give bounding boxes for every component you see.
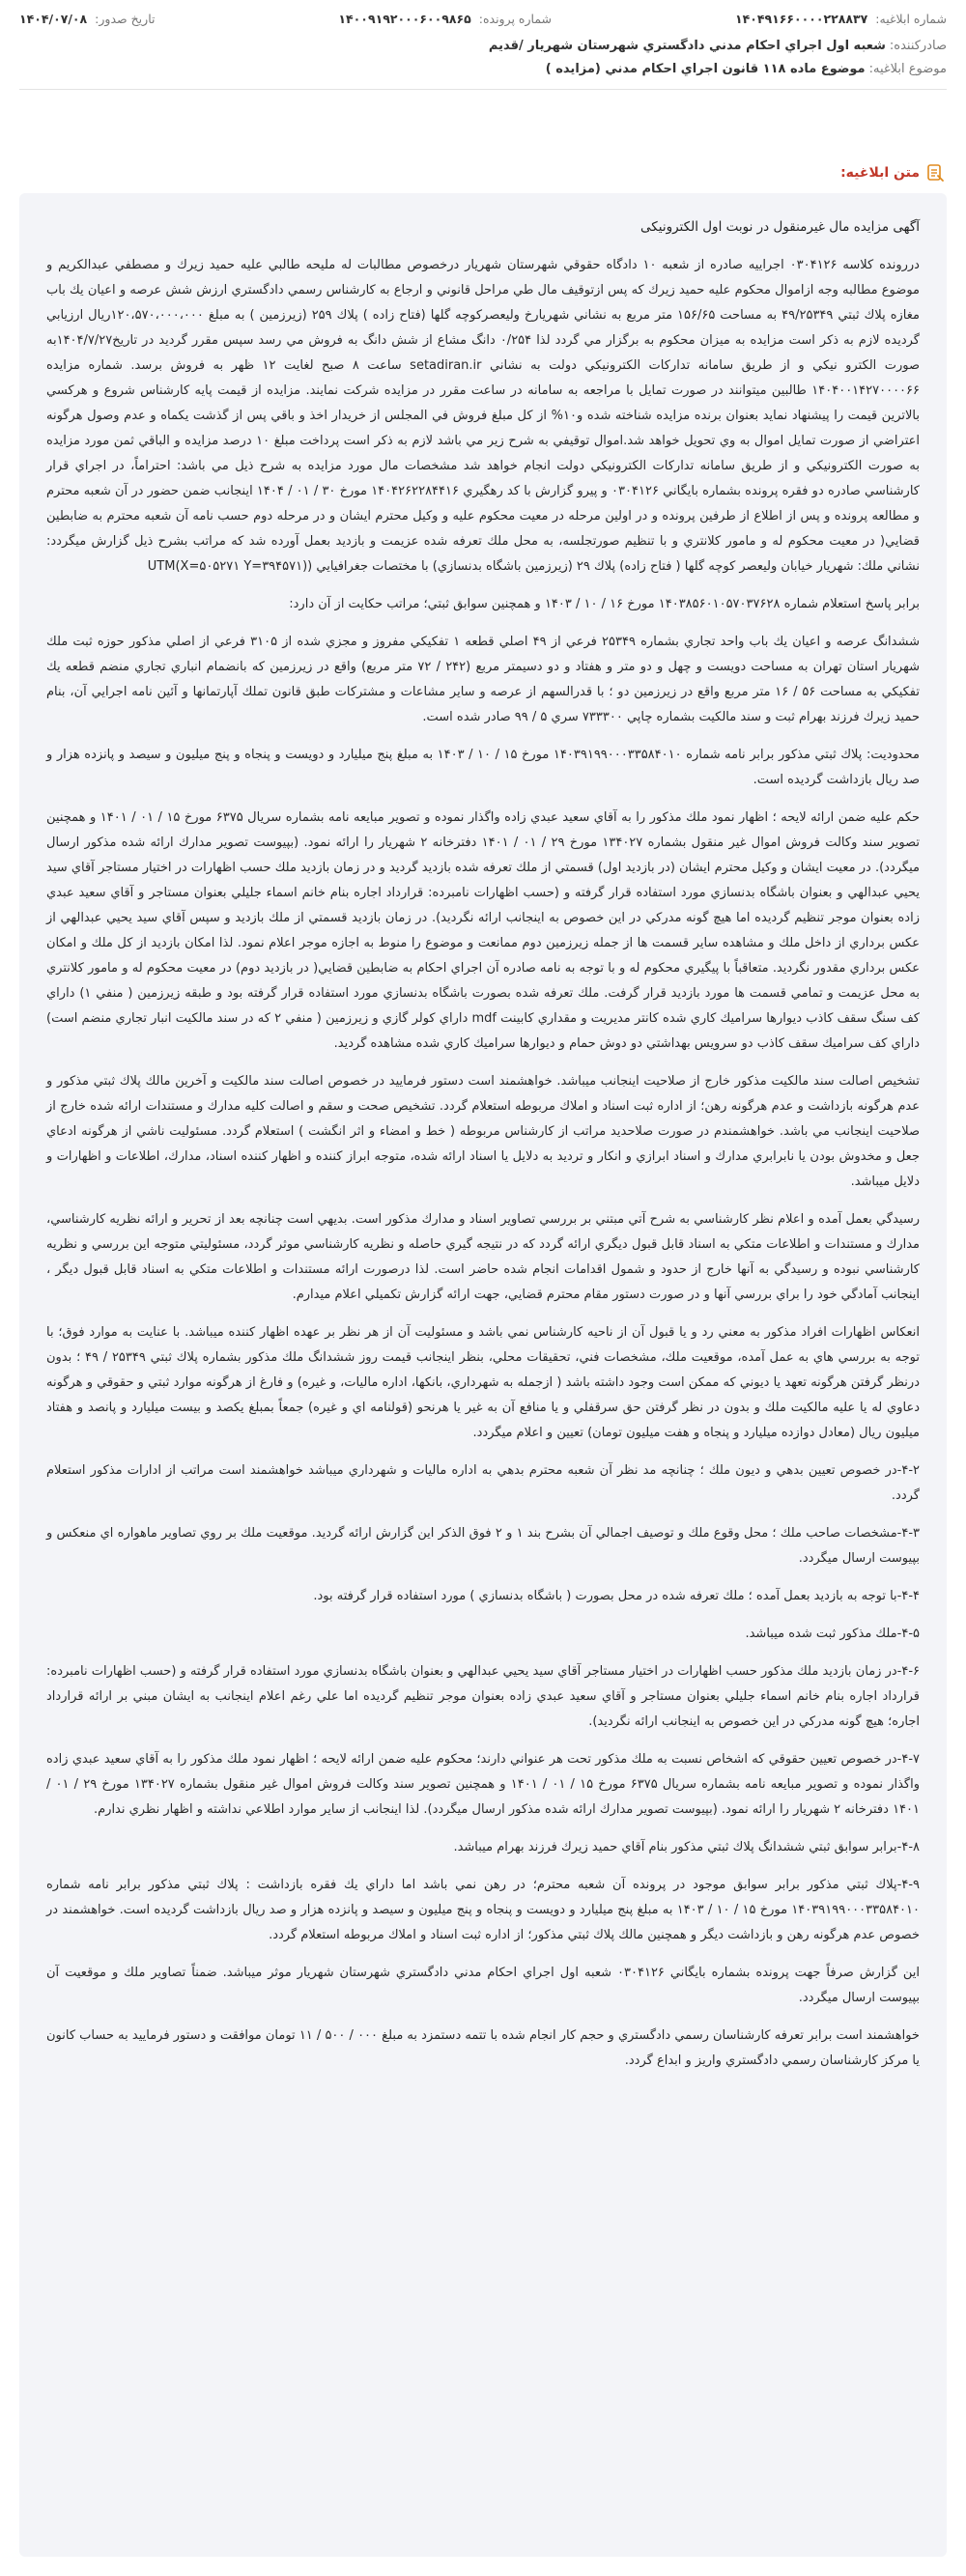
notice-paragraph: برابر پاسخ استعلام شماره ۱۴۰۳۸۵۶۰۱۰۵۷۰۳۷۶۲۸ مورخ ۱۶ / ۱۰ / ۱۴۰۳ و همچنين سوابق ثبتي؛ مراتب حكايت از آن دارد: — [289, 597, 920, 611]
notice-meta-bar — [19, 8, 947, 29]
notice-text-title: متن ابلاغیه: — [840, 165, 920, 181]
notice-paragraph: ۴-۴-با توجه به بازديد بعمل آمده ؛ ملك تعرفه شده در محل بصورت ( باشگاه بدنسازي ) مورد استفاده قرار گرفته بود. — [313, 1589, 920, 1603]
document-icon — [925, 163, 945, 183]
notice-paragraph: دررونده كلاسه ۰۳۰۴۱۲۶ اجراييه صادره از شعبه ۱۰ دادگاه حقوقي شهرستان شهريار درخصوص مطالبات له مليحه طالبي عليه حميد زيرك و مصطفي عبدالكريم و موضوع مطالبه وجه ازاموال محكوم عليه حميد زيرك كه پس ازتوقيف مال طي مراحل قانوني و ارجاع به كارشناس رسمي دادگستري ارزش شش عرصه و اعيان يك باب مغازه پلاك ثبتي ۴۹/۲۵۳۴۹ به مساحت ۱۵۶/۶۵ متر مربع به نشاني شهريارخ وليعصركوچه گلها (فتاح زاده ) پلاك ۲۵۹ (زيرزمين ) به مبلغ ۱۲۰،۵۷۰،۰۰۰،۰۰۰ريال ارزيابي گرديده لازم به ذكر است مزايده به ميزان محكوم به برگزار مي گردد لذا ۰/۲۵۴ دانگ مشاع از شش دانگ به فروش مي رسد سپس مقرر گرديد در تاريخ۱۴۰۴/۷/۲۷به صورت الكترو نيكي و از طريق سامانه تداركات الكترونيكي دولت به نشاني setadiran.ir ساعت ۸ صبح لغايت ۱۲ ظهر به فروش برسد. شماره مزايده ۱۴۰۴۰۰۱۴۲۷۰۰۰۰۶۶ طالبين ميتوانند در صورت تمايل با مراجعه به سامانه در ساعت مقرر در مزايده شركت نمايند. مزايده از قيمت پايه كارشناس شروع و هركسي بالاترين قيمت را پيشنهاد نمايد بعنوان برنده مزايده شناخته شده و۱۰% از كل مبلغ فروش في المجلس از خريدار اخذ و باقي پس از گذشت يكماه و عدم وصول هرگونه اعتراضي از صورت تمايل اموال به وي تحويل خواهد شد.اموال توقيفي به شرح زير مي باشد لازم به ذكر است پرداخت مبلغ ۱۰ درصد مزايده و الباقي ثمن مورد مزايده به صورت الكترونيكي و از طريق سامانه تداركات الكترونيكي دولت انجام خواهد شد مشخصات مال مورد مزايده به شرح ذيل مي باشد: احتراماً، در اجراي قرار كارشناسي صادره دو فقره پرونده بشماره بايگاني ۰۳۰۴۱۲۶ و پيرو گزارش با كد رهگيري ۱۴۰۴۲۶۲۲۸۴۴۱۶ مورخ ۳۰ / ۰۱ / ۱۴۰۴ اينجانب ضمن حضور در آن شعبه محترم و مطالعه پرونده و پس از اطلاع از طرفين پرونده و در اولين مرحله در معيت محكوم عليه و وكيل محترم ايشان و در مرحله دوم حسب نامه آن شعبه محترم به ضابطين قضايي( در معيت محكوم له و مامور كلانتري و با تنظيم صورتجلسه، به محل ملك تعرفه شده عزيمت و بازديد بعمل آورده شد كه مراتب بشرح ذيل گزارش ميگردد: نشاني ملك: شهريار خيابان وليعصر كوچه گلها ( فتاح زاده) پلاك ۲۹ (زيرزمين باشگاه بدنسازي) با مختصات جغرافيايي ((UTM(X=۵۰۵۲۷۱ Y=۳۹۴۵۷۱ — [46, 258, 921, 574]
notice-text-heading — [840, 162, 945, 184]
notice-paragraph: ۴-۸-برابر سوابق ثبتي ششدانگ پلاك ثبتي مذكور بنام آقاي حميد زيرك فرزند بهرام ميباشد. — [453, 1840, 920, 1854]
subject-label: موضوع ابلاغیه: — [868, 61, 947, 76]
issue-date-value: ۱۴۰۴/۰۷/۰۸ — [19, 11, 88, 26]
notice-paragraph: محدوديت: پلاك ثبتي مذكور برابر نامه شماره ۱۴۰۳۹۱۹۹۰۰۰۳۳۵۸۴۰۱۰ مورخ ۱۵ / ۱۰ / ۱۴۰۳ به مبلغ پنج ميليارد و دويست و پنجاه و پنج ميليون و سيصد و پانزده هزار و صد ريال بازداشت گرديده است. — [46, 748, 920, 787]
notice-paragraph: ۴-۳-مشخصات صاحب ملك ؛ محل وقوع ملك و توصيف اجمالي آن بشرح بند ۱ و ۲ فوق الذكر اين گزارش ارائه گرديد. موقعيت ملك بر روي تصاوير ماهواره اي منعكس و بپيوست ارسال ميگردد. — [46, 1526, 921, 1566]
case-number — [338, 12, 552, 26]
notice-paragraph: ششدانگ عرصه و اعيان يك باب واحد تجاري بشماره ۲۵۳۴۹ فرعي از ۴۹ اصلي قطعه ۱ تفكيكي مفروز و مجزي شده از ۳۱۰۵ فرعي از اصلي مذكور حوزه ثبت ملك شهريار استان تهران به مساحت دويست و چهل و دو متر و هفتاد و دو دسيمتر مربع (۲۴۲ / ۷۲ متر مربع) واقع در زيرزمين كه بانضمام انباري تجاري منضم قطعه يك تفكيكي به مساحت ۵۶ / ۱۶ متر مربع واقع در زيرزمين دو ؛ با قدرالسهم از عرصه و ساير مشاعات و مشتركات طبق قانون تملك آپارتمانها و آئين نامه اجرايي آن، بنام حميد زيرك فرزند بهرام ثبت و سند مالكيت بشماره چاپي ۷۳۳۳۰۰ سري ۵ / ۹۹ صادر شده است. — [46, 635, 920, 724]
notice-paragraph: حكم عليه ضمن ارائه لايحه ؛ اظهار نمود ملك مذكور را به آقاي سعيد عبدي زاده واگذار نموده و تصوير مبايعه نامه بشماره سريال ۶۳۷۵ مورخ ۱۵ / ۰۱ / ۱۴۰۱ و همچنين تصوير سند وكالت فروش اموال غير منقول بشماره ۱۳۴۰۲۷ مورخ ۲۹ / ۰۱ / ۱۴۰۱ دفترخانه ۲ شهريار را ارائه نمود. (بپيوست تصوير مدارك ارائه شده مذكور ارسال ميگردد). در معيت ايشان و وكيل محترم ايشان (در بازديد اول) قسمتي از ملك تعرفه شده بازديد گرديد و در زمان بازديد ملك حسب اظهارات در اختيار مستاجر آقاي سيد يحيي عبدالهي و بعنوان باشگاه بدنسازي مورد استفاده قرار گرفته و (حسب اظهارات نامبرده: قرارداد اجاره بنام خانم اسماء جليلي بعنوان مستاجر و آقاي سعيد عبدي زاده بعنوان موجر تنظيم گرديده اما هيچ گونه مدركي در اين خصوص به اينجانب ارائه نگرديد). در زمان بازديد قسمتي از ملك بازديد و سپس آقاي سيد يحيي عبدالهي از عكس برداري از داخل ملك و مشاهده ساير قسمت ها از جمله زيرزمين دوم ممانعت و موضوع را منوط به اجازه موجر اعلام نمود. لذا امكان بازديد از كل ملك و امكان عكس برداري مقدور نگرديد. متعاقباً با پيگيري محكوم له و با توجه به نامه صادره آن اجراي احكام به ضابطين قضايي( در بازديد دوم) در معيت محكوم له و مامور كلانتري به محل عزيمت و تمامي قسمت ها مورد بازديد قرار گرفت. ملك تعرفه شده بصورت باشگاه بدنسازي مورد استفاده قرار گرفته بود و طبقه زيرزمين ( منفي ۱) داراي كف سنگ سقف كاذب ديوارها سراميك كاري شده كانتر مديريت و مقداري كابينت mdf داراي كولر گازي و زيرزمين ( منفي ۲ كه در سند مالكيت انبار تجاري منضم است) داراي كف سراميك سقف كاذب دو سرويس بهداشتي دو دوش حمام و ديوارها سراميك كاري شده مشاهده گرديد. — [46, 810, 920, 1051]
case-number-value: ۱۴۰۰۹۱۹۲۰۰۰۶۰۰۹۸۶۵ — [338, 11, 471, 26]
notice-paragraph: تشخيص اصالت سند مالكيت مذكور خارج از صلاحيت اينجانب ميباشد. خواهشمند است دستور فرماييد در خصوص اصالت سند مالكيت و آخرين مالك پلاك ثبتي مذكور و عدم هرگونه بازداشت و عدم هرگونه رهن؛ از اداره ثبت اسناد و املاك مربوطه استعلام گردد. تشخيص صحت و سقم و اصالت كليه مدارك و مستندات ارائه شده خارج از صلاحيت اينجانب مي باشد. خواهشمندم در صورت صلاحديد مراتب از كارشناس مربوطه ( خط و امضاء و اثر انگشت ) استعلام گردد. مسئوليت ناشي از هرگونه ادعاي جعل و مخدوش بودن يا نابرابري مدارك و اسناد ابرازي و انكار و ترديد به دلايل يا اسناد ارائه شده، متوجه ابراز كننده و اظهار كننده اسناد، مدارك، اطلاعات و اظهارات و دلايل ميباشد. — [46, 1074, 920, 1189]
issue-date — [19, 12, 155, 26]
notice-paragraph: ۴-۷-در خصوص تعيين حقوقي كه اشخاص نسبت به ملك مذكور تحت هر عنواني دارند؛ محكوم عليه ضمن ارائه لايحه ؛ اظهار نمود ملك مذكور را به آقاي سعيد عبدي زاده واگذار نموده و تصوير مبايعه نامه بشماره سريال ۶۳۷۵ مورخ ۱۵ / ۰۱ / ۱۴۰۱ و همچنين تصوير سند وكالت فروش اموال غير منقول بشماره ۱۳۴۰۲۷ مورخ ۲۹ / ۰۱ / ۱۴۰۱ دفترخانه ۲ شهريار را ارائه نمود. (بپيوست تصوير مدارك ارائه شده مذكور ارسال ميگردد). لذا اينجانب از ساير موارد اطلاعي نداشته و اظهار نظري ندارم. — [46, 1752, 920, 1817]
notice-paragraph: ۴-۲-در خصوص تعيين بدهي و ديون ملك ؛ چنانچه مد نظر آن شعبه محترم بدهي به اداره ماليات و شهرداري ميباشد خواهشمند است مراتب از ادارات مذكور استعلام گردد. — [46, 1463, 920, 1503]
notice-paragraph: انعكاس اظهارات افراد مذكور به معني رد و يا قبول آن از ناحيه كارشناس نمي باشد و مسئوليت آن از هر نظر بر عهده اظهار كننده ميباشد. با عنايت به موارد فوق؛ با توجه به بررسي هاي به عمل آمده، موقعيت ملك، مشخصات فني، تحقيقات محلي، بنظر اينجانب قيمت روز ششدانگ ملك مذكور بشماره پلاك ثبتي ۲۵۳۴۹ / ۴۹ ؛ بدون درنظر گرفتن هرگونه تعهد يا ديوني كه ممكن است وجود داشته باشد ( ازجمله به شهرداري، بانكها، اداره ماليات، و غيره) و فارغ از هرگونه موارد ثبتي و حقوقي و هرگونه دعاوي له يا عليه مالكيت ملك و بدون در نظر گرفتن حق سرقفلي و يا منافع آن به غير يا هرنحو (قولنامه اي و غيره) جمعاً بمبلغ يكصد و بيست ميليارد و پانصد و هفتاد ميليون ريال (معادل دوازده ميليارد و پنجاه و هفت ميليون تومان) تعيين و اعلام ميگردد. — [46, 1325, 920, 1440]
case-number-label: شماره پرونده: — [478, 11, 553, 26]
header-divider — [19, 89, 947, 90]
notice-paragraph: ۴-۵-ملك مذكور ثبت شده ميباشد. — [745, 1627, 920, 1641]
notice-number — [735, 12, 947, 26]
issuer-value: شعبه اول اجراي احكام مدني دادگستري شهرستان شهريار /قديم — [488, 38, 886, 53]
notice-paragraph-title: آگهی مزایده مال غیرمنقول در نوبت اول الکترونیکی — [640, 219, 920, 235]
notice-paragraph: ۴-۶-در زمان بازديد ملك مذكور حسب اظهارات در اختيار مستاجر آقاي سيد يحيي عبدالهي و بعنوان باشگاه بدنسازي مورد استفاده قرار گرفته و (حسب اظهارات نامبرده: قرارداد اجاره بنام خانم اسماء جليلي بعنوان مستاجر و آقاي سعيد عبدي زاده بعنوان موجر تنظيم گرديده اما علي رغم اعلام اينجانب به ايشان مبني بر ارائه قرارداد اجاره؛ هيچ گونه مدركي در اين خصوص به اينجانب ارائه نگرديد). — [46, 1664, 920, 1729]
notice-paragraph: اين گزارش صرفاً جهت پرونده بشماره بايگاني ۰۳۰۴۱۲۶ شعبه اول اجراي احكام مدني دادگستري شهرستان شهريار موثر ميباشد. ضمناً تصاوير ملك و موقعيت آن بپيوست ارسال ميگردد. — [46, 1966, 920, 2005]
issuer-label: صادرکننده: — [889, 38, 947, 53]
issue-date-label: تاریخ صدور: — [95, 11, 156, 26]
notice-paragraph: ۴-۹-پلاك ثبتي مذكور برابر سوابق موجود در پرونده آن شعبه محترم؛ در رهن نمي باشد اما داراي يك فقره بازداشت : پلاك ثبتي مذكور برابر نامه شماره ۱۴۰۳۹۱۹۹۰۰۰۳۳۵۸۴۰۱۰ مورخ ۱۵ / ۱۰ / ۱۴۰۳ به مبلغ پنج ميليارد و دويست و پنجاه و پنج ميليون و سيصد و پانزده هزار و صد ريال بازداشت گرديده است. خواهشمند در خصوص عدم هرگونه رهن و بازداشت ديگر و همچنين مالك پلاك ثبتي مذكور؛ از اداره ثبت اسناد و املاك مربوطه استعلام گردد. — [46, 1878, 920, 1942]
issuer-row — [19, 35, 947, 56]
subject-row — [19, 58, 947, 79]
notice-paragraph: خواهشمند است برابر تعرفه كارشناسان رسمي دادگستري و حجم كار انجام شده با تتمه دستمزد به مبلغ ۰۰۰ / ۵۰۰ / ۱۱ تومان موافقت و دستور فرماييد به حساب كانون يا مركز كارشناسان رسمي دادگستري واريز و ابداع گردد. — [46, 2028, 920, 2068]
notice-number-value: ۱۴۰۴۹۱۶۶۰۰۰۰۲۲۸۸۳۷ — [734, 11, 868, 26]
notice-paragraph: رسيدگي بعمل آمده و اعلام نظر كارشناسي به شرح آتي مبتني بر بررسي تصاوير اسناد و مدارك مذكور است. بديهي است چنانچه بعد از تحرير و ارائه نظريه كارشناسي، مدارك و مستندات و اطلاعات متكي به اسناد قابل قبول ديگري ارائه گردد كه در نتيجه گيري حاصله و نظريه كارشناسي موثر گردد، مسئوليتي متوجه اين بررسي و نظريه كارشناسي نبوده و رسيدگي به آنها خارج از حدود و شمول اقدامات انجام شده حاضر است. لذا درصورت ارائه مستندات و اطلاعات متكي به اسناد قابل قبول ديگر ، اينجانب آمادگي خود را براي بررسي آنها و در صورت دستور مقام محترم قضايي، جهت ارائه گزارش تكميلي اعلام ميدارم. — [46, 1212, 920, 1302]
subject-value: موضوع ماده ۱۱۸ قانون اجراي احكام مدني (مزايده ) — [545, 61, 866, 76]
notice-number-label: شماره ابلاغیه: — [875, 11, 947, 26]
notice-text-box — [19, 193, 947, 2557]
